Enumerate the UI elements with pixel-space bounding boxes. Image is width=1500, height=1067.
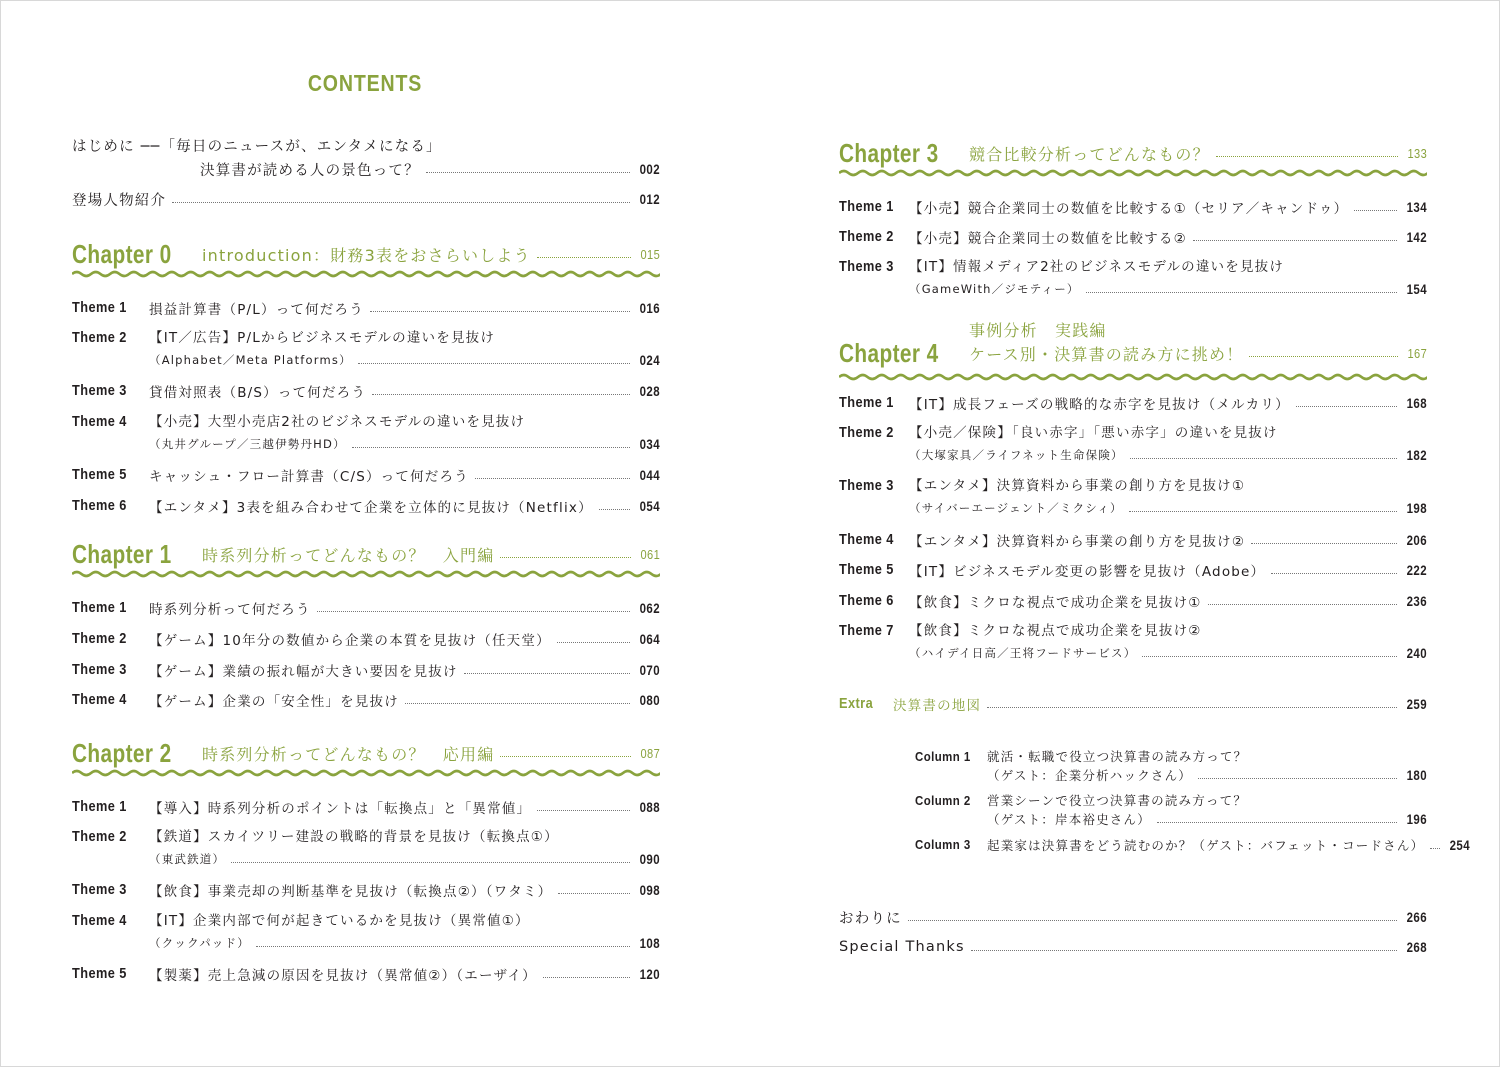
- leader-line: [202, 738, 660, 768]
- page-number: 222: [1406, 562, 1427, 578]
- dot-leader: [1251, 543, 1397, 544]
- wavy-divider: [72, 269, 660, 279]
- entry-text: 時系列分析ってどんなもの？ 応用編: [202, 744, 495, 764]
- page-number: 142: [1406, 229, 1427, 245]
- theme-label: Theme 1: [839, 395, 894, 411]
- characters-entry[interactable]: [72, 188, 660, 210]
- page-number: 134: [1406, 199, 1427, 215]
- entry-text: 【ゲーム】10年分の数値から企業の本質を見抜け（任天堂）: [149, 633, 551, 649]
- leader-line: [202, 239, 660, 269]
- theme-entry[interactable]: [72, 380, 660, 402]
- leader-line: [969, 138, 1427, 168]
- dot-leader: [971, 950, 1397, 951]
- leader-line: [72, 188, 660, 210]
- extra-label: Extra: [839, 696, 874, 712]
- entry-text: 【飲食】ミクロな視点で成功企業を見抜け①: [909, 595, 1202, 611]
- entry-text: ケース別・決算書の読み方に挑め！: [969, 344, 1244, 364]
- theme-entry[interactable]: [839, 196, 1427, 218]
- entry-text: （大塚家具／ライフネット生命保険）: [909, 448, 1124, 462]
- dot-leader: [372, 394, 630, 395]
- theme-title: 【IT】企業内部で何が起きているかを見抜け（異常値①）: [149, 913, 530, 929]
- chapter-label: Chapter 2: [72, 738, 172, 768]
- theme-label: Theme 4: [72, 414, 127, 430]
- contents-title: CONTENTS: [307, 70, 423, 96]
- dot-leader: [908, 920, 1397, 921]
- theme-label: Theme 7: [839, 623, 894, 639]
- dot-leader: [1354, 210, 1397, 211]
- entry-text: （丸井グループ／三越伊勢丹HD）: [149, 437, 346, 451]
- dot-leader: [358, 363, 630, 364]
- leader-line: [149, 433, 660, 455]
- theme-label: Theme 3: [72, 383, 127, 399]
- theme-label: Theme 3: [72, 662, 127, 678]
- leader-line: [200, 158, 660, 180]
- theme-label: Theme 2: [72, 829, 127, 845]
- leader-line: [839, 906, 1427, 928]
- intro-entry[interactable]: [72, 136, 660, 179]
- entry-text: 登場人物紹介: [72, 192, 167, 209]
- page-number: 182: [1406, 447, 1427, 463]
- theme-label: Theme 4: [72, 692, 127, 708]
- entry-text: おわりに: [839, 910, 902, 927]
- dot-leader: [405, 703, 630, 704]
- leader-line: [149, 628, 660, 650]
- theme-label: Theme 1: [72, 600, 127, 616]
- page-number: 062: [639, 600, 660, 616]
- page-number: 133: [1407, 145, 1427, 161]
- dot-leader: [558, 893, 630, 894]
- entry-text: （ゲスト：企業分析ハックさん）: [987, 768, 1193, 783]
- entry-text: （GameWith／ジモティー）: [909, 282, 1080, 296]
- theme-entry[interactable]: [839, 559, 1427, 581]
- page-number: 180: [1406, 767, 1427, 783]
- page-number: 064: [639, 631, 660, 647]
- page-number: 044: [639, 467, 660, 483]
- entry-text: introduction：財務3表をおさらいしよう: [202, 245, 531, 265]
- dot-leader: [537, 810, 630, 811]
- theme-label: Theme 2: [72, 330, 127, 346]
- theme-label: Theme 2: [72, 631, 127, 647]
- leader-line: [909, 497, 1427, 519]
- dot-leader: [599, 509, 630, 510]
- leader-line: [987, 764, 1427, 786]
- chapter-label: Chapter 1: [72, 539, 172, 569]
- leader-line: [969, 338, 1427, 368]
- theme-label: Theme 2: [839, 425, 894, 441]
- wavy-divider: [839, 168, 1427, 178]
- page-number: 167: [1407, 345, 1427, 361]
- theme-label: Theme 3: [839, 259, 894, 275]
- page-number: 206: [1406, 532, 1427, 548]
- dot-leader: [1198, 778, 1397, 779]
- dot-leader: [1129, 511, 1397, 512]
- entry-text: 損益計算書（P/L）って何だろう: [149, 302, 364, 318]
- theme-title: 【鉄道】スカイツリー建設の戦略的背景を見抜け（転換点①）: [149, 829, 559, 845]
- page-number: 120: [639, 966, 660, 982]
- column-title: 営業シーンで役立つ決算書の読み方って？: [987, 793, 1248, 808]
- theme-entry[interactable]: [839, 475, 1427, 516]
- leader-line: [909, 590, 1427, 612]
- page-number: 061: [640, 546, 660, 562]
- page-number: 154: [1406, 281, 1427, 297]
- theme-entry[interactable]: [72, 495, 660, 517]
- leader-line: [909, 278, 1427, 300]
- entry-text: 【エンタメ】決算資料から事業の創り方を見抜け②: [909, 534, 1246, 550]
- entry-text: （サイバーエージェント／ミクシィ）: [909, 501, 1123, 515]
- dot-leader: [987, 707, 1397, 708]
- theme-label: Theme 1: [72, 799, 127, 815]
- page-number: 016: [639, 300, 660, 316]
- wavy-divider: [839, 372, 1427, 382]
- page-number: 268: [1406, 939, 1427, 955]
- theme-entry[interactable]: [72, 826, 660, 867]
- leader-line: [909, 529, 1427, 551]
- page-number: 087: [640, 745, 660, 761]
- chapter-label: Chapter 4: [839, 338, 939, 368]
- column-label: Column 2: [915, 793, 971, 808]
- dot-leader: [543, 977, 630, 978]
- dot-leader: [1193, 240, 1397, 241]
- leader-line: [149, 297, 660, 319]
- theme-title: 【小売／保険】「良い赤字」「悪い赤字」の違いを見抜け: [909, 425, 1278, 441]
- page-number: 196: [1406, 811, 1427, 827]
- page-number: 054: [639, 498, 660, 514]
- dot-leader: [1142, 656, 1397, 657]
- dot-leader: [172, 202, 630, 203]
- entry-text: 【IT】ビジネスモデル変更の影響を見抜け（Adobe）: [909, 564, 1266, 580]
- entry-text: キャッシュ・フロー計算書（C/S）って何だろう: [149, 469, 469, 485]
- dot-leader: [1130, 458, 1397, 459]
- page-number: 266: [1406, 909, 1427, 925]
- entry-text: 【IT】成長フェーズの戦略的な赤字を見抜け（メルカリ）: [909, 397, 1290, 413]
- dot-leader: [1086, 292, 1397, 293]
- dot-leader: [1296, 406, 1397, 407]
- dot-leader: [1216, 156, 1398, 157]
- leader-line: [839, 936, 1427, 958]
- theme-label: Theme 5: [72, 966, 127, 982]
- closing-entry[interactable]: [839, 936, 1427, 958]
- dot-leader: [1271, 573, 1397, 574]
- wavy-divider: [72, 569, 660, 579]
- theme-entry[interactable]: [839, 392, 1427, 414]
- page-number: 098: [639, 882, 660, 898]
- leader-line: [909, 226, 1427, 248]
- entry-text: 競合比較分析ってどんなもの？: [969, 144, 1210, 164]
- theme-entry[interactable]: [839, 422, 1427, 463]
- page-number: 108: [639, 935, 660, 951]
- leader-line: [149, 689, 660, 711]
- theme-entry[interactable]: [72, 628, 660, 650]
- theme-entry[interactable]: [72, 910, 660, 951]
- theme-label: Theme 1: [72, 300, 127, 316]
- entry-text: 【製薬】売上急減の原因を見抜け（異常値②）（エーザイ）: [149, 968, 537, 984]
- leader-line: [149, 464, 660, 486]
- theme-entry[interactable]: [72, 327, 660, 368]
- page-number: 070: [639, 662, 660, 678]
- chapter-header[interactable]: [839, 321, 1427, 368]
- dot-leader: [537, 257, 631, 258]
- entry-text: （Alphabet／Meta Platforms）: [149, 353, 352, 367]
- dot-leader: [464, 673, 630, 674]
- chapter-header[interactable]: [72, 539, 660, 569]
- entry-text: 【飲食】事業売却の判断基準を見抜け（転換点②）（ワタミ）: [149, 884, 553, 900]
- theme-entry[interactable]: [72, 464, 660, 486]
- entry-text: はじめに ──「毎日のニュースが、エンタメになる」: [72, 139, 442, 155]
- theme-label: Theme 6: [72, 498, 127, 514]
- dot-leader: [231, 862, 630, 863]
- theme-label: Theme 1: [839, 199, 894, 215]
- leader-line: [149, 848, 660, 870]
- leader-line: [909, 642, 1427, 664]
- leader-line: [909, 559, 1427, 581]
- leader-line: [987, 808, 1427, 830]
- theme-title: 【IT／広告】P/Lからビジネスモデルの違いを見抜け: [149, 330, 496, 346]
- chapter-label: Chapter 0: [72, 239, 172, 269]
- column-title: 就活・転職で役立つ決算書の読み方って？: [987, 749, 1248, 764]
- theme-label: Theme 4: [72, 913, 127, 929]
- leader-line: [202, 539, 660, 569]
- leader-line: [149, 659, 660, 681]
- dot-leader: [500, 756, 630, 757]
- theme-entry[interactable]: [839, 256, 1427, 297]
- page-number: 198: [1406, 500, 1427, 516]
- entry-text: 決算書が読める人の景色って？: [200, 162, 420, 179]
- theme-label: Theme 4: [839, 532, 894, 548]
- page-number: 259: [1406, 696, 1427, 712]
- page-number: 240: [1406, 645, 1427, 661]
- page-number: 168: [1406, 395, 1427, 411]
- theme-entry[interactable]: [72, 689, 660, 711]
- dot-leader: [500, 557, 630, 558]
- theme-label: Theme 2: [839, 229, 894, 245]
- theme-label: Theme 5: [839, 562, 894, 578]
- dot-leader: [1249, 356, 1397, 357]
- chapter-title: 事例分析 実践編: [969, 321, 1107, 340]
- dot-leader: [352, 447, 630, 448]
- theme-title: 【小売】大型小売店2社のビジネスモデルの違いを見抜け: [149, 414, 526, 430]
- theme-entry[interactable]: [72, 963, 660, 985]
- theme-label: Theme 3: [839, 478, 894, 494]
- entry-text: （ゲスト：岸本裕史さん）: [987, 812, 1151, 827]
- page-number: 015: [640, 246, 660, 262]
- column-label: Column 1: [915, 749, 971, 764]
- theme-entry[interactable]: [839, 226, 1427, 248]
- leader-line: [893, 693, 1427, 715]
- theme-entry[interactable]: [72, 879, 660, 901]
- theme-title: 【IT】情報メディア2社のビジネスモデルの違いを見抜け: [909, 259, 1285, 275]
- page-number: 080: [639, 692, 660, 708]
- leader-line: [149, 495, 660, 517]
- theme-entry[interactable]: [72, 597, 660, 619]
- dot-leader: [426, 172, 630, 173]
- theme-entry[interactable]: [72, 411, 660, 452]
- chapter-header[interactable]: [72, 239, 660, 269]
- column-label: Column 3: [915, 837, 971, 852]
- page-number: 254: [1449, 837, 1471, 853]
- wavy-divider: [72, 768, 660, 778]
- entry-text: 【エンタメ】3表を組み合わせて企業を立体的に見抜け（Netflix）: [149, 500, 593, 516]
- entry-text: 【ゲーム】業績の振れ幅が大きい要因を見抜け: [149, 664, 458, 680]
- chapter-header[interactable]: [72, 738, 660, 768]
- entry-text: （東武鉄道）: [149, 852, 226, 866]
- page-number: 002: [639, 161, 660, 177]
- leader-line: [149, 349, 660, 371]
- page-number: 028: [639, 383, 660, 399]
- chapter-label: Chapter 3: [839, 138, 939, 168]
- entry-text: 決算書の地図: [893, 698, 982, 714]
- page-number: 034: [639, 436, 660, 452]
- theme-entry[interactable]: [839, 620, 1427, 661]
- leader-line: [909, 444, 1427, 466]
- dot-leader: [557, 642, 630, 643]
- theme-title: 【エンタメ】決算資料から事業の創り方を見抜け①: [909, 478, 1246, 494]
- column-entry[interactable]: [915, 746, 1427, 783]
- leader-line: [909, 196, 1427, 218]
- theme-title: 【飲食】ミクロな視点で成功企業を見抜け②: [909, 623, 1202, 639]
- entry-text: Special Thanks: [839, 939, 965, 955]
- leader-line: [149, 932, 660, 954]
- dot-leader: [475, 478, 630, 479]
- entry-text: 【小売】競合企業同士の数値を比較する②: [909, 231, 1187, 247]
- entry-text: 貸借対照表（B/S）って何だろう: [149, 385, 367, 401]
- entry-text: 時系列分析って何だろう: [149, 602, 311, 618]
- leader-line: [149, 796, 660, 818]
- theme-label: Theme 5: [72, 467, 127, 483]
- theme-entry[interactable]: [72, 659, 660, 681]
- theme-entry[interactable]: [72, 796, 660, 818]
- entry-text: 時系列分析ってどんなもの？ 入門編: [202, 545, 495, 565]
- leader-line: [149, 380, 660, 402]
- dot-leader: [1208, 604, 1397, 605]
- extra-entry[interactable]: [839, 693, 1427, 715]
- theme-label: Theme 6: [839, 593, 894, 609]
- page-number: 088: [639, 799, 660, 815]
- dot-leader: [317, 611, 630, 612]
- leader-line: [909, 392, 1427, 414]
- entry-text: 【ゲーム】企業の「安全性」を見抜け: [149, 694, 399, 710]
- entry-text: （ハイデイ日高／王将フードサービス）: [909, 646, 1137, 660]
- dot-leader: [256, 946, 630, 947]
- page-number: 236: [1406, 593, 1427, 609]
- theme-label: Theme 3: [72, 882, 127, 898]
- entry-text: 【小売】競合企業同士の数値を比較する①（セリア／キャンドゥ）: [909, 201, 1349, 217]
- column-entry[interactable]: [915, 790, 1427, 827]
- theme-entry[interactable]: [839, 529, 1427, 551]
- dot-leader: [1430, 848, 1440, 849]
- closing-entry[interactable]: [839, 906, 1427, 928]
- dot-leader: [370, 311, 630, 312]
- chapter-header[interactable]: [839, 138, 1427, 168]
- dot-leader: [1157, 822, 1397, 823]
- leader-line: [149, 597, 660, 619]
- leader-line: [149, 963, 660, 985]
- entry-text: 起業家は決算書をどう読むのか？（ゲスト：バフェット・コードさん）: [987, 838, 1425, 853]
- page-number: 024: [639, 352, 660, 368]
- leader-line: [149, 879, 660, 901]
- entry-text: 【導入】時系列分析のポイントは「転換点」と「異常値」: [149, 801, 532, 817]
- page-number: 090: [639, 851, 660, 867]
- leader-line: [987, 834, 1471, 856]
- theme-entry[interactable]: [839, 590, 1427, 612]
- column-entry[interactable]: [915, 834, 1471, 856]
- page-number: 012: [639, 191, 660, 207]
- entry-text: （クックパッド）: [149, 936, 250, 950]
- theme-entry[interactable]: [72, 297, 660, 319]
